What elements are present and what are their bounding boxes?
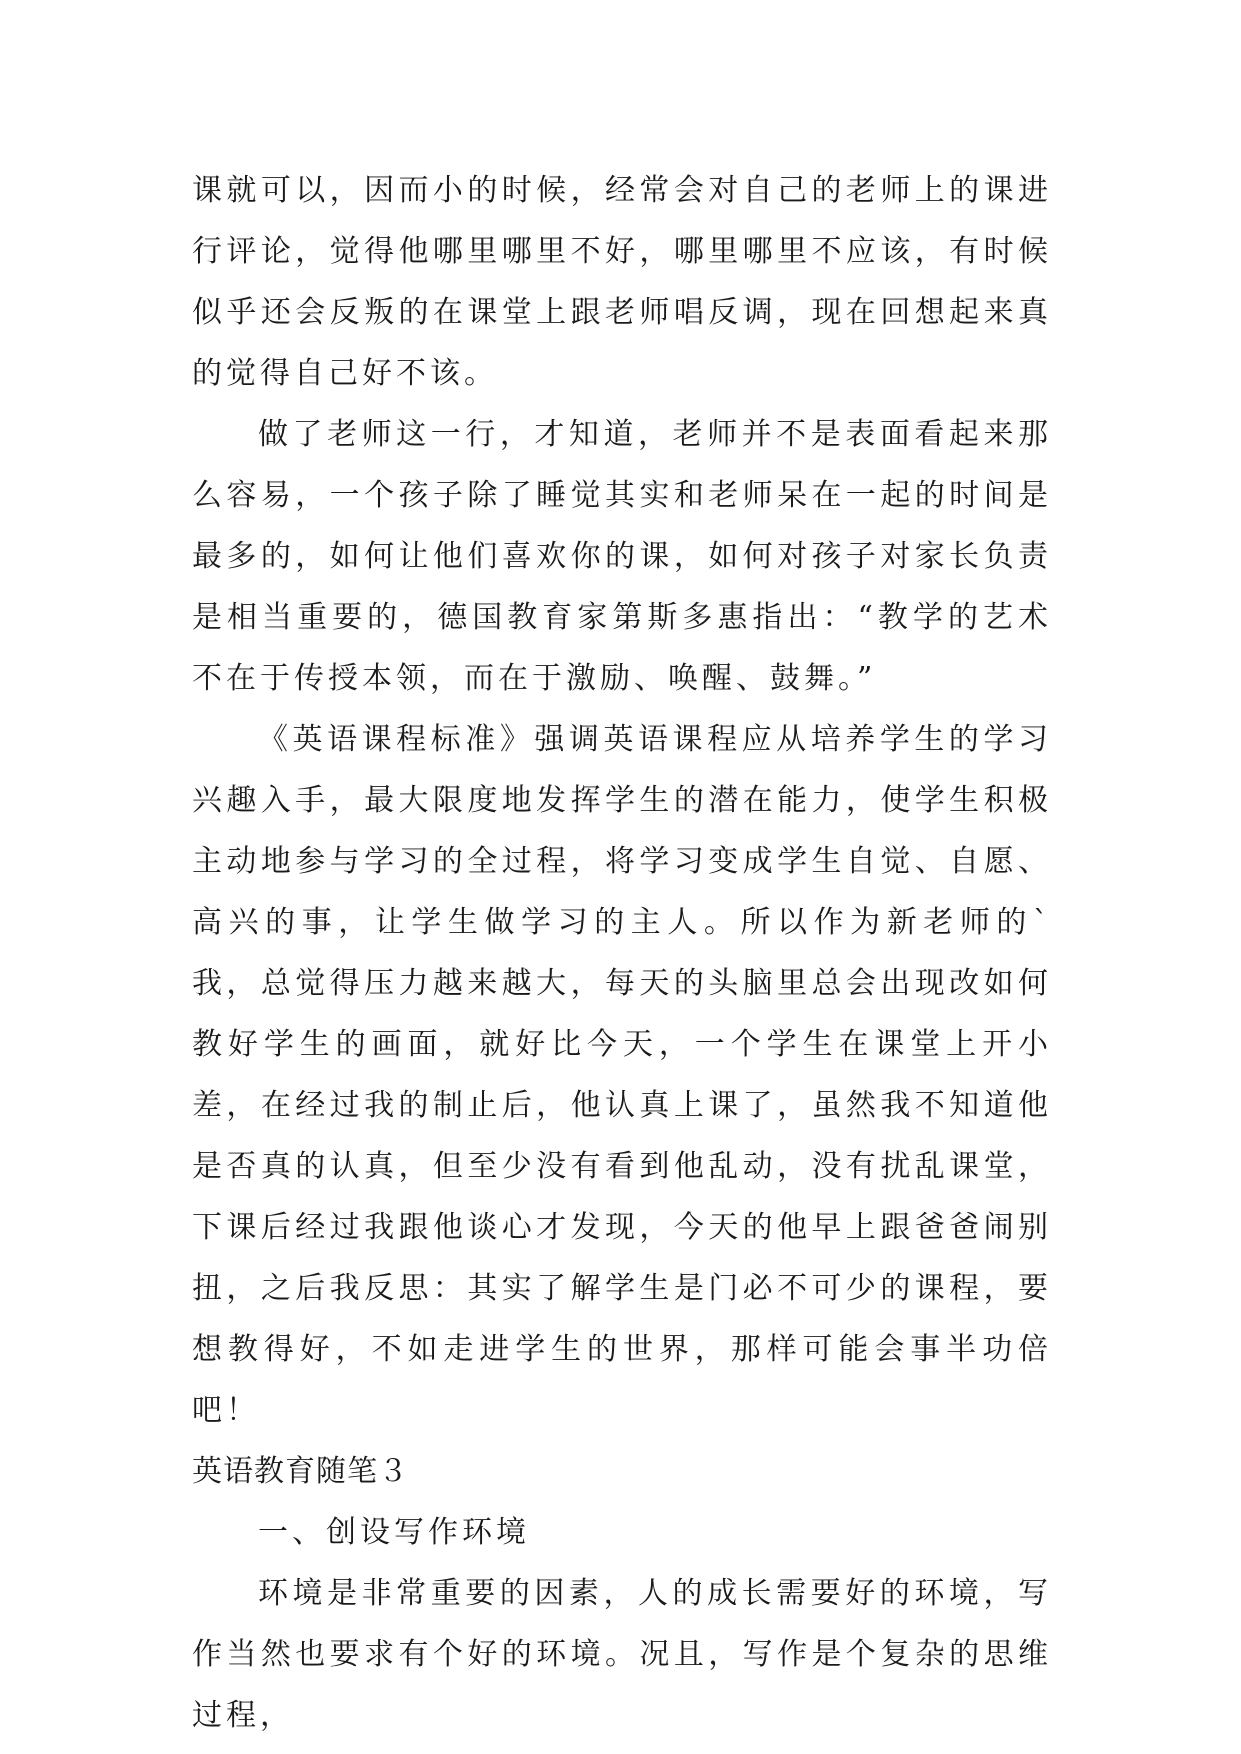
section-title: 英语教育随笔３: [192, 1454, 409, 1489]
subsection-title: 一、创设写作环境: [258, 1515, 530, 1550]
document-body: [192, 160, 1052, 1746]
paragraph-continuation: 课就可以，因而小的时候，经常会对自己的老师上的课进行评论，觉得他哪里哪里不好，哪里哪里不应该，有时候似乎还会反叛的在课堂上跟老师唱反调，现在回想起来真的觉得自己好不该。: [192, 173, 1052, 391]
paragraph-writing-environment: 环境是非常重要的因素，人的成长需要好的环境，写作当然也要求有个好的环境。况且，写作是个复杂的思维过程，: [192, 1576, 1052, 1733]
paragraph-teacher-reflection: 做了老师这一行，才知道，老师并不是表面看起来那么容易，一个孩子除了睡觉其实和老师呆在一起的时间是最多的，如何让他们喜欢你的课，如何对孩子对家长负责是相当重要的，德国教育家第斯多惠指出：“教学的艺术不在于传授本领，而在于激励、唤醒、鼓舞。”: [192, 417, 1052, 696]
paragraph-curriculum-standard: 《英语课程标准》强调英语课程应从培养学生的学习兴趣入手，最大限度地发挥学生的潜在能力，使学生积极主动地参与学习的全过程，将学习变成学生自觉、自愿、高兴的事，让学生做学习的主人。所以作为新老师的`我，总觉得压力越来越大，每天的头脑里总会出现改如何教好学生的画面，就好比今天，一个学生在课堂上开小差，在经过我的制止后，他认真上课了，虽然我不知道他是否真的认真，但至少没有看到他乱动，没有扰乱课堂，下课后经过我跟他谈心才发现，今天的他早上跟爸爸闹别扭，之后我反思：其实了解学生是门必不可少的课程，要想教得好，不如走进学生的世界，那样可能会事半功倍吧！: [192, 722, 1052, 1428]
